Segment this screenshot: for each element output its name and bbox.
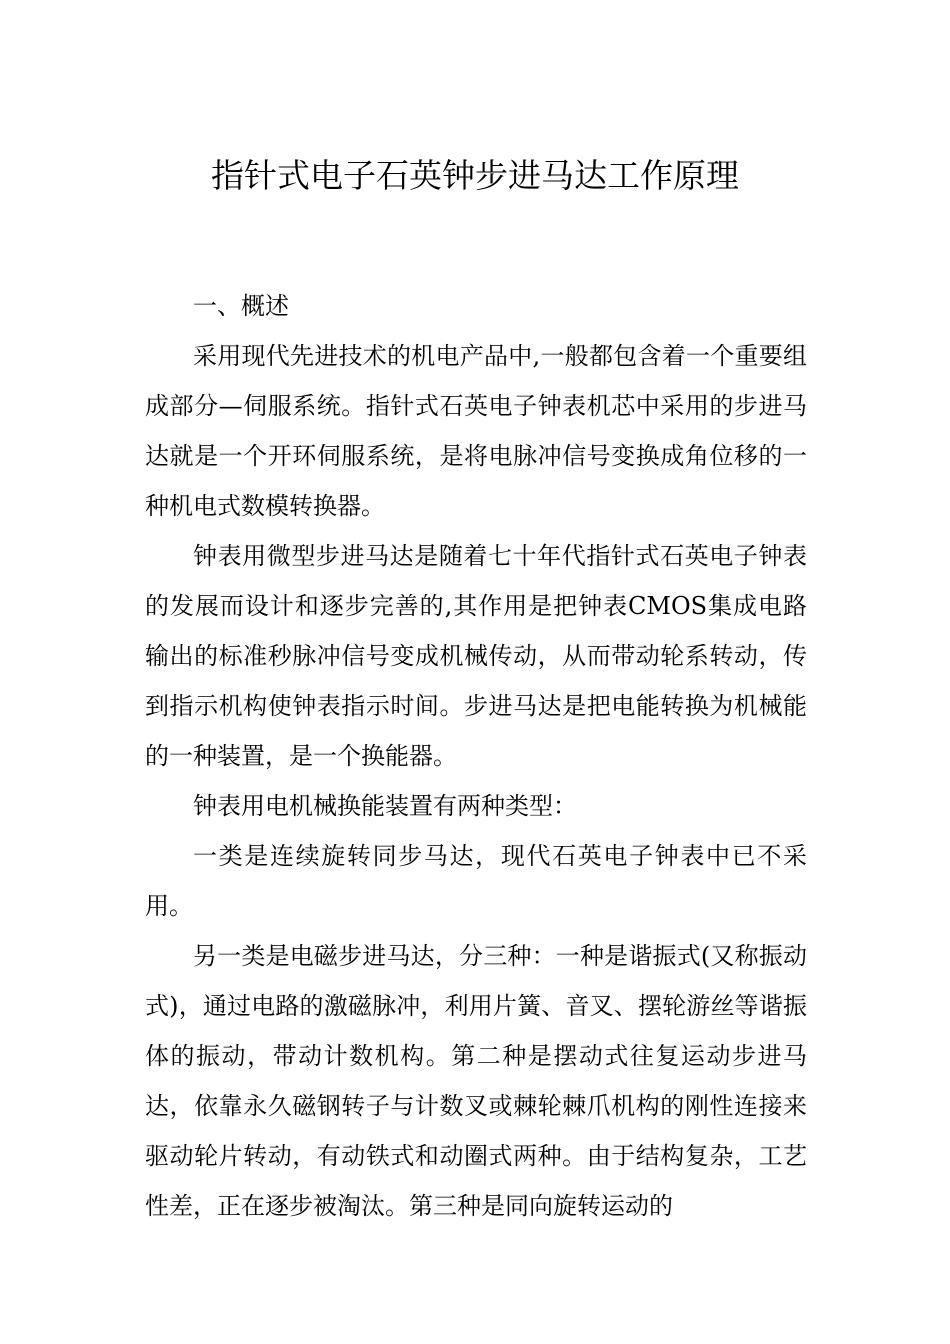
- paragraph-synchronous-motor: 一类是连续旋转同步马达，现代石英电子钟表中已不采用。: [145, 842, 807, 920]
- section-heading: 一、概述: [193, 292, 289, 320]
- paragraph-electromagnetic-stepper: 另一类是电磁步进马达，分三种：一种是谐振式(又称振动式)，通过电路的激磁脉冲，利用片簧、音叉、摆轮游丝等谐振体的振动，带动计数机构。第二种是摆动式往复运动步进马达，依靠永久磁钢转子与计数叉或棘轮棘爪机构的刚性连接来驱动轮片转动，有动铁式和动圈式两种。由于结构复杂，工艺性差，正在逐步被淘汰。第三种是同向旋转运动的: [145, 942, 807, 1220]
- document-body: [145, 281, 807, 1231]
- paragraph-two-types: 钟表用电机械换能装置有两种类型：: [193, 792, 577, 820]
- document-title: 指针式电子石英钟步进马达工作原理: [211, 156, 739, 195]
- paragraph-servo-system: 采用现代先进技术的机电产品中,一般都包含着一个重要组成部分—伺服系统。指针式石英电子钟表机芯中采用的步进马达就是一个开环伺服系统，是将电脉冲信号变换成角位移的一种机电式数模转换器。: [145, 342, 807, 520]
- paragraph-micro-stepper: 钟表用微型步进马达是随着七十年代指针式石英电子钟表的发展而设计和逐步完善的,其作用是把钟表CMOS集成电路输出的标准秒脉冲信号变成机械传动，从而带动轮系转动，传到指示机构使钟表指示时间。步进马达是把电能转换为机械能的一种装置，是一个换能器。: [145, 542, 807, 770]
